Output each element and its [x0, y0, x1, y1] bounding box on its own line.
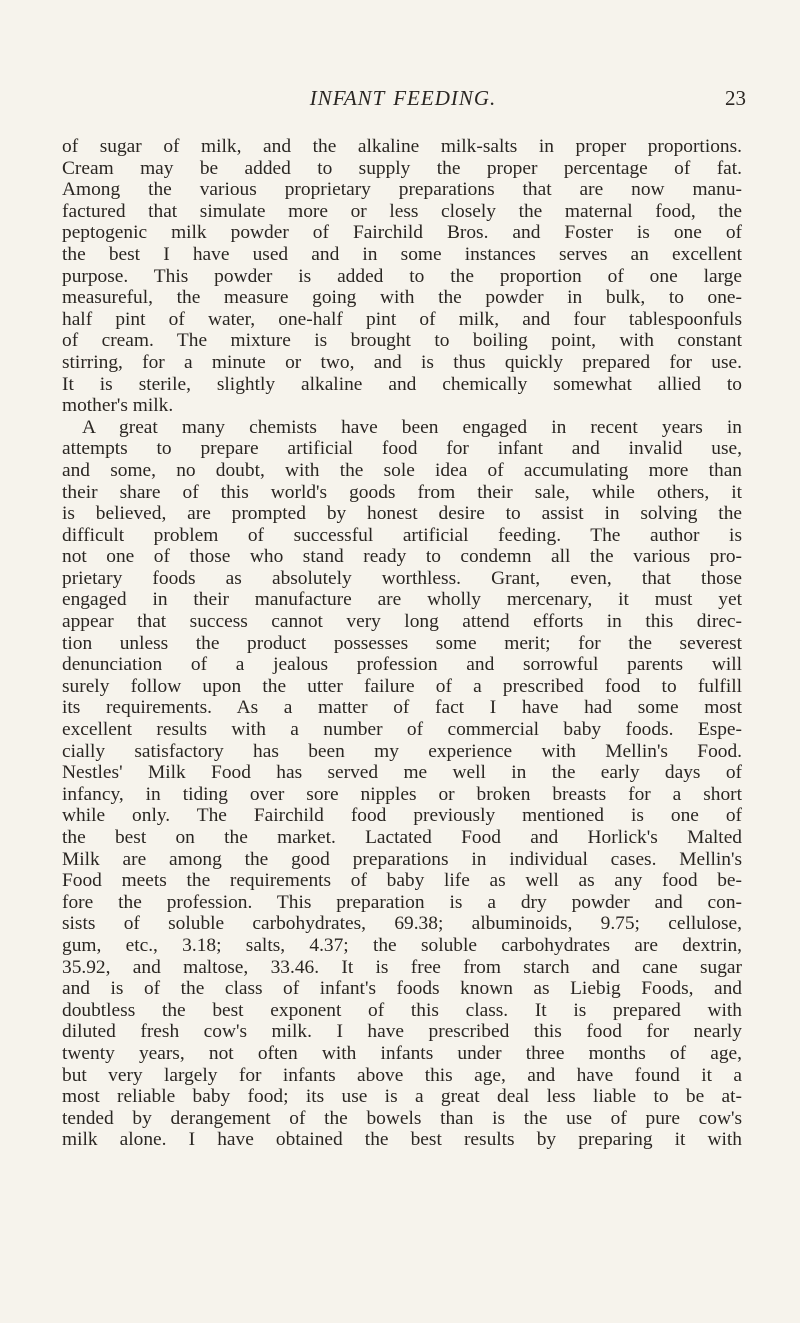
paragraph-start-line: A great many chemists have been engaged in recent years in: [82, 416, 742, 438]
text-line: It is sterile, slightly alkaline and chemically somewhat allied to: [62, 373, 742, 395]
text-line: diluted fresh cow's milk. I have prescribed this food for nearly: [62, 1021, 742, 1043]
text-line: measureful, the measure going with the powder in bulk, to one-: [62, 287, 742, 309]
text-line: half pint of water, one-half pint of milk, and four tablespoonfuls: [62, 308, 742, 330]
text-line: its requirements. As a matter of fact I have had some most: [62, 697, 742, 719]
text-line: is believed, are prompted by honest desire to assist in solving the: [62, 503, 742, 525]
text-line: and is of the class of infant's foods known as Liebig Foods, and: [62, 978, 742, 1000]
text-line: most reliable baby food; its use is a great deal less liable to be at-: [62, 1086, 742, 1108]
text-line: Among the various proprietary preparations that are now manu-: [62, 179, 742, 201]
page-number: 23: [725, 86, 746, 110]
text-line: Nestles' Milk Food has served me well in the early days of: [62, 762, 742, 784]
running-title: INFANT FEEDING.: [309, 86, 497, 110]
text-line: doubtless the best exponent of this class. It is prepared with: [62, 999, 742, 1021]
text-line: factured that simulate more or less closely the maternal food, the: [62, 200, 742, 222]
text-line: stirring, for a minute or two, and is thus quickly prepared for use.: [62, 351, 742, 373]
text-line: denunciation of a jealous profession and sorrowful parents will: [62, 654, 742, 676]
text-line: sists of soluble carbohydrates, 69.38; albuminoids, 9.75; cellulose,: [62, 913, 742, 935]
text-line: excellent results with a number of commercial baby foods. Espe-: [62, 719, 742, 741]
text-line: not one of those who stand ready to condemn all the various pro-: [62, 546, 742, 568]
text-line: while only. The Fairchild food previously mentioned is one of: [62, 805, 742, 827]
text-line: their share of this world's goods from their sale, while others, it: [62, 481, 742, 503]
text-line: infancy, in tiding over sore nipples or broken breasts for a short: [62, 783, 742, 805]
text-line: twenty years, not often with infants under three months of age,: [62, 1042, 742, 1064]
text-line: surely follow upon the utter failure of a prescribed food to fulfill: [62, 675, 742, 697]
text-line: Milk are among the good preparations in individual cases. Mellin's: [62, 848, 742, 870]
text-line: attempts to prepare artificial food for infant and invalid use,: [62, 438, 742, 460]
text-line: Cream may be added to supply the proper percentage of fat.: [62, 157, 742, 179]
text-line: fore the profession. This preparation is a dry powder and con-: [62, 891, 742, 913]
text-line: Food meets the requirements of baby life as well as any food be-: [62, 870, 742, 892]
text-line: gum, etc., 3.18; salts, 4.37; the soluble carbohydrates are dextrin,: [62, 934, 742, 956]
text-line: peptogenic milk powder of Fairchild Bros. and Foster is one of: [62, 222, 742, 244]
text-line: the best I have used and in some instances serves an excellent: [62, 243, 742, 265]
text-line: and some, no doubt, with the sole idea of accumulating more than: [62, 459, 742, 481]
text-line: difficult problem of successful artificial feeding. The author is: [62, 524, 742, 546]
text-line: of sugar of milk, and the alkaline milk-salts in proper proportions.: [62, 136, 742, 157]
text-line: appear that success cannot very long attend efforts in this direc-: [62, 611, 742, 633]
text-line: 35.92, and maltose, 33.46. It is free from starch and cane sugar: [62, 956, 742, 978]
text-line: tion unless the product possesses some merit; for the severest: [62, 632, 742, 654]
text-line: but very largely for infants above this age, and have found it a: [62, 1064, 742, 1086]
text-line: prietary foods as absolutely worthless. Grant, even, that those: [62, 567, 742, 589]
text-line: cially satisfactory has been my experience with Mellin's Food.: [62, 740, 742, 762]
text-line: engaged in their manufacture are wholly mercenary, it must yet: [62, 589, 742, 611]
body-text: [62, 136, 742, 1151]
text-line: tended by derangement of the bowels than is the use of pure cow's: [62, 1107, 742, 1129]
running-head: [60, 86, 746, 116]
text-line: the best on the market. Lactated Food and Horlick's Malted: [62, 827, 742, 848]
text-line: purpose. This powder is added to the proportion of one large: [62, 265, 742, 287]
text-line: of cream. The mixture is brought to boiling point, with constant: [62, 330, 742, 352]
paragraph-end-line: mother's milk.: [62, 395, 174, 417]
text-line: milk alone. I have obtained the best results by preparing it with: [62, 1129, 742, 1151]
